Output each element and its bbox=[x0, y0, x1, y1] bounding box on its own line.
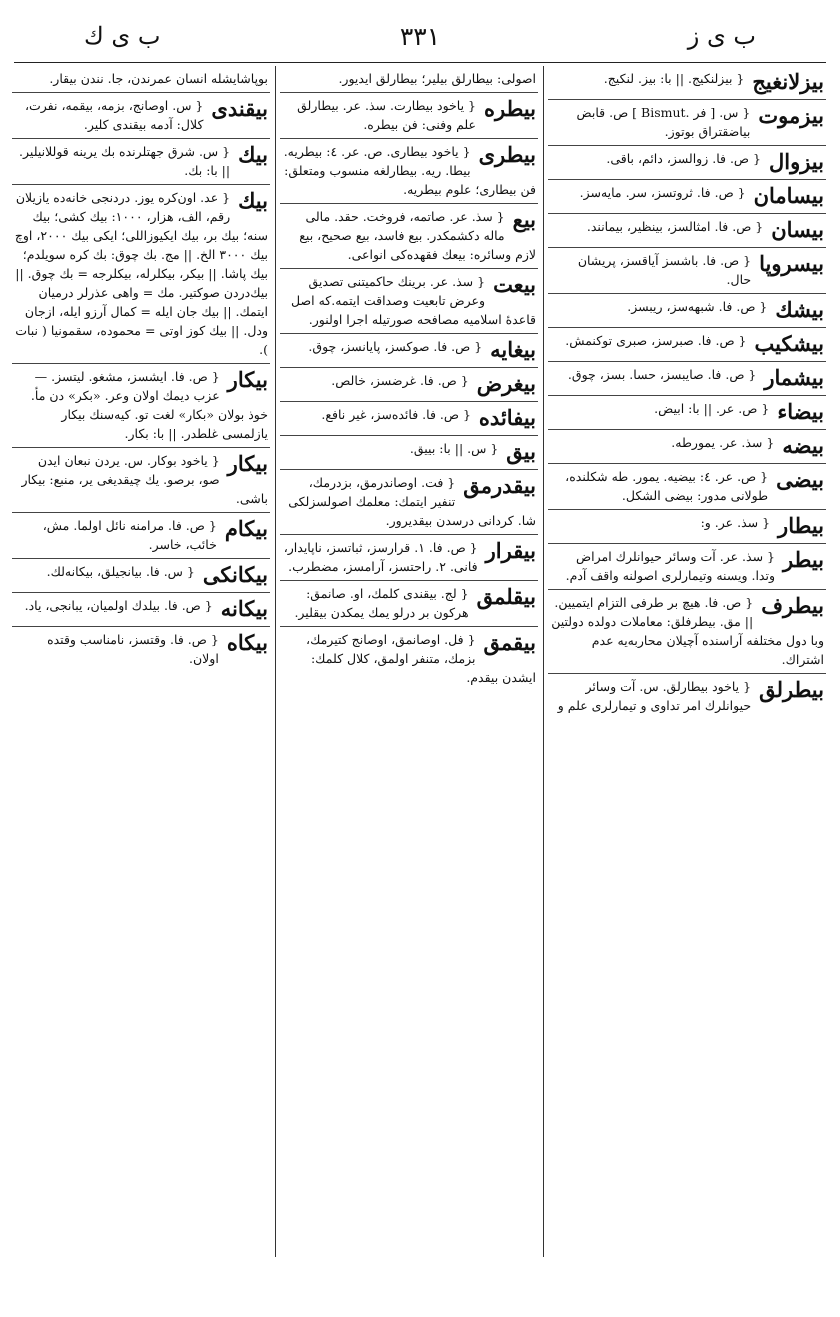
dictionary-entry bbox=[548, 328, 826, 362]
entry-definition: { ص. فا. شبهه‌سز، ريبسز. bbox=[627, 299, 768, 314]
entry-definition: { ص. فا. صوكسز، پايانسز، چوق. bbox=[308, 339, 483, 354]
entry-headword: بيطرى bbox=[478, 142, 536, 167]
dictionary-entry bbox=[548, 464, 826, 510]
dictionary-entry bbox=[548, 590, 826, 674]
entry-definition: { فل. اوصانمق، اوصانج كتيرمك، بزمك، متنفر اولمق، كلال كلمك: ايشدن بيقدم. bbox=[306, 632, 536, 685]
entry-definition: { سذ. عر. يمورطه. bbox=[671, 435, 775, 450]
dictionary-entry bbox=[280, 139, 538, 204]
dictionary-entry bbox=[548, 510, 826, 544]
entry-definition: { سذ. عر. صاتمه، فروخت. حقد. مالى ماله دكشمكدر. بيع فاسد، بيع صحيح، بيع لازم وسائره: بيعك فقهده‌كى انواعى. bbox=[299, 209, 536, 262]
entry-definition: { ياخود بيطارى. ص. عر. ٤: بيطريه. بيطا. ريه. بيطارلغه منسوب ومتعلق: فن بيطارى؛ علوم بيطريه. bbox=[283, 144, 536, 197]
entry-headword: بيطره bbox=[484, 96, 536, 121]
dictionary-entry bbox=[12, 593, 270, 627]
dictionary-entry bbox=[280, 204, 538, 269]
dictionary-entry bbox=[280, 66, 538, 93]
dictionary-entry bbox=[280, 470, 538, 535]
entry-headword: بيقرار bbox=[485, 538, 536, 563]
dictionary-entry bbox=[548, 180, 826, 214]
entry-headword: بيزموت bbox=[758, 103, 824, 128]
entry-headword: بيك bbox=[238, 142, 268, 167]
entry-definition: { ص. فا. باشسز آياقسز، پريشان حال. bbox=[577, 253, 752, 287]
entry-headword: بيعت bbox=[493, 272, 536, 297]
entry-definition: { فت. اوصاندرمق، بزدرمك، تنفير ايتمك: معلمك اصولسزلكى شا. كردانى درسدن بيقديرور. bbox=[288, 475, 536, 528]
header-range-left: ب ى ك bbox=[84, 22, 161, 50]
entry-definition: { ص. فا. امثالسز، بينظير، بيمانند. bbox=[586, 219, 764, 234]
entry-definition: { عد. اون‌كره يوز. دردنجى خانه‌ده يازيلان رقم، الف، هزار، ١٠٠٠: بيك كشى؛ بيك سنه؛ بيك بر، بيك ايكيوزاللى؛ ايكى بيك ٢٠٠٠، اوچ بيك ٣٠٠٠ الخ. || مج. بك چوق: بك كره سويلدم؛ بيك پاشا. || بيكر، بيكلرله، بيكلرجه = بك چوق. || بيك‌دردن صوكتير. مك = واهى عذرلر درميان ايتمك. || بيك جان ايله = كمال آرزو ايله، ازجان ودل. || بيك كوز اوتى = محموده، سقمونيا ( نبات ). bbox=[14, 190, 268, 357]
entry-definition: بوپاشايشله انسان عمرندن، جا. نندن بيقار. bbox=[49, 71, 268, 86]
entry-headword: بيك bbox=[238, 188, 268, 213]
column-middle bbox=[280, 66, 538, 1257]
dictionary-entry bbox=[548, 248, 826, 294]
column-divider bbox=[543, 66, 544, 1257]
entry-headword: بيشكيب bbox=[754, 331, 824, 356]
entry-headword: بيشمار bbox=[764, 365, 824, 390]
dictionary-entry bbox=[548, 674, 826, 719]
entry-headword: بيطر bbox=[783, 547, 824, 572]
entry-definition: { ص. فا. صايبسز، حسا. بسز، چوق. bbox=[567, 367, 757, 382]
entry-definition: { ص. فا. زوالسز، دائم، باقى. bbox=[606, 151, 761, 166]
entry-definition: { ص. عر. ٤: بيضيه. يمور. طه شكلنده، طولانى مدور: بيضى الشكل. bbox=[565, 469, 769, 503]
dictionary-entry bbox=[548, 294, 826, 328]
dictionary-entry bbox=[548, 430, 826, 464]
entry-headword: بيضه bbox=[782, 433, 824, 458]
dictionary-entry bbox=[280, 402, 538, 436]
entry-definition: { ص. فا. مرامنه نائل اولما. مش، خائب، خاسر. bbox=[42, 518, 217, 552]
entry-definition: { ص. فا. صبرسز، صبرى توكنمش. bbox=[565, 333, 747, 348]
entry-headword: بيسروپا bbox=[759, 251, 824, 276]
column-left bbox=[12, 66, 270, 1257]
entry-definition: { ياخود بيطارلق. س. آت وسائر حيوانلرك امر تداوى و تيمارلرى علم و bbox=[557, 679, 752, 713]
entry-headword: بيسان bbox=[771, 217, 824, 242]
column-right bbox=[548, 66, 826, 1257]
dictionary-entry bbox=[12, 627, 270, 672]
dictionary-entry bbox=[12, 364, 270, 448]
entry-definition: { بيزلنكيج. || با: بيز. لنكيج. bbox=[603, 71, 745, 86]
dictionary-entry bbox=[12, 559, 270, 593]
entry-definition: { س. فا. بيانجيلق، بيكانه‌لك. bbox=[46, 564, 195, 579]
entry-definition: { ص. فا. غرضسز، خالص. bbox=[331, 373, 469, 388]
dictionary-entry bbox=[12, 448, 270, 513]
entry-definition: { ص. فا. ثروتسز، سر. مايه‌سز. bbox=[579, 185, 746, 200]
dictionary-entry bbox=[280, 627, 538, 691]
entry-headword: بيطرف bbox=[761, 593, 824, 618]
entry-definition: { ص. فا. ايشسز، مشغو. ليتسز. — عزب ديمك اولان وعر. «بكر» دن مأ. خوذ بولان «بكار» لغت تو. كيه‌سنك بيكار يازلمسى غلطدر. || با: بكار. bbox=[30, 369, 268, 441]
entry-headword: بيكار bbox=[227, 367, 268, 392]
entry-headword: بيفائده bbox=[478, 405, 536, 430]
entry-headword: بيزوال bbox=[768, 149, 824, 174]
dictionary-entry bbox=[548, 396, 826, 430]
entry-headword: بيغايه bbox=[490, 337, 536, 362]
entry-headword: بيكام bbox=[224, 516, 268, 541]
entry-definition: { س. [ فر .Bismut ] ص. قابض بياضقتراق بوتوز. bbox=[576, 105, 751, 139]
entry-headword: بيق bbox=[506, 439, 536, 464]
dictionary-entry bbox=[280, 334, 538, 368]
column-divider bbox=[275, 66, 276, 1257]
dictionary-entry bbox=[12, 139, 270, 185]
header-range-right: ب ى ز bbox=[687, 22, 756, 50]
dictionary-entry bbox=[548, 66, 826, 100]
entry-definition: { سذ. عر. برينك حاكميتنى تصديق وعرض تابعيت وصداقت ايتمه.كه اصل قاعدهٔ اسلاميه مصافحه صورتيله اجرا اولنور. bbox=[291, 274, 536, 327]
dictionary-entry bbox=[548, 544, 826, 590]
dictionary-entry bbox=[548, 146, 826, 180]
entry-headword: بيضى bbox=[776, 467, 824, 492]
entry-definition: { سذ. عر. آت وسائر حيوانلرك امراض وتدا. ويسنه وتيمارلرى اصولنه واقف آدم. bbox=[565, 549, 775, 583]
entry-headword: بيكار bbox=[227, 451, 268, 476]
entry-headword: بيكاه bbox=[226, 630, 268, 655]
dictionary-entry bbox=[280, 269, 538, 334]
dictionary-entry bbox=[548, 100, 826, 146]
entry-definition: { س. || با: بييق. bbox=[409, 441, 499, 456]
dictionary-entry bbox=[280, 535, 538, 581]
entry-headword: بيزلانغيج bbox=[752, 69, 824, 94]
page-number: ٣٣١ bbox=[399, 22, 441, 51]
dictionary-entry bbox=[280, 436, 538, 470]
entry-headword: بيطرلق bbox=[759, 677, 824, 702]
entry-definition: { ياخود بوكار. س. يردن نبعان ايدن صو، برصو. يك چيقديغى ير، منبع: بيكار باشى. bbox=[21, 453, 268, 506]
dictionary-entry bbox=[548, 362, 826, 396]
entry-definition: { ص. فا. فائده‌سز، غير نافع. bbox=[321, 407, 471, 422]
entry-definition: { ياخود بيطارت. سذ. عر. بيطارلق علم وفنى: فن بيطره. bbox=[297, 98, 476, 132]
page-header bbox=[14, 18, 826, 63]
entry-headword: بيغرض bbox=[476, 371, 536, 396]
entry-headword: بيسامان bbox=[753, 183, 824, 208]
entry-headword: بيقلمق bbox=[476, 584, 536, 609]
entry-headword: بيشك bbox=[775, 297, 824, 322]
entry-definition: { ص. فا. وقتسز، نامناسب وقتده اولان. bbox=[47, 632, 219, 666]
entry-definition: { ص. فا. هيچ بر طرفى التزام ايتميين. || مق. بيطرفلق: معاملات دولده دولتين وبا دول مختلفه آراسنده آچيلان محاربه‌يه عدم اشتراك. bbox=[551, 595, 824, 667]
entry-headword: بيقندى bbox=[211, 96, 268, 121]
dictionary-entry bbox=[280, 581, 538, 627]
entry-definition: { لج. بيقندى كلمك، او. صانمق: هركون بر درلو يمك يمكدن بيقلير. bbox=[294, 586, 469, 620]
dictionary-entry bbox=[280, 93, 538, 139]
entry-headword: بيكانه bbox=[220, 596, 268, 621]
dictionary-entry bbox=[12, 66, 270, 93]
entry-definition: { س. شرق جهتلرنده بك يرينه قوللانيلير. || با: بك. bbox=[19, 144, 231, 178]
dictionary-entry bbox=[12, 185, 270, 364]
entry-definition: { سذ. عر. و: bbox=[700, 515, 771, 530]
dictionary-entry bbox=[548, 214, 826, 248]
entry-definition: { ص. فا. بيلدك اولميان، يبانجى، ياد. bbox=[24, 598, 213, 613]
entry-headword: بيقمق bbox=[483, 630, 536, 655]
dictionary-entry bbox=[280, 368, 538, 402]
entry-headword: بيضاء bbox=[777, 399, 824, 424]
entry-headword: بيع bbox=[512, 207, 536, 232]
entry-headword: بيقدرمق bbox=[463, 473, 536, 498]
entry-definition: { ص. فا. ١. قرارسز، ثباتسز، ناپايدار، فانى. ٢. راحتسز، آرامسز، مضطرب. bbox=[283, 540, 478, 574]
entry-definition: { ص. عر. || با: ابيض. bbox=[654, 401, 770, 416]
entry-headword: بيكانكى bbox=[202, 562, 268, 587]
entry-headword: بيطار bbox=[778, 513, 824, 538]
dictionary-entry bbox=[12, 513, 270, 559]
entry-definition: { س. اوصانج، بزمه، بيقمه، نفرت، كلال: آدمه بيقندى كلير. bbox=[24, 98, 204, 132]
entry-definition: اصولى: بيطارلق بيلير؛ بيطارلق ايديور. bbox=[338, 71, 536, 86]
dictionary-entry bbox=[12, 93, 270, 139]
